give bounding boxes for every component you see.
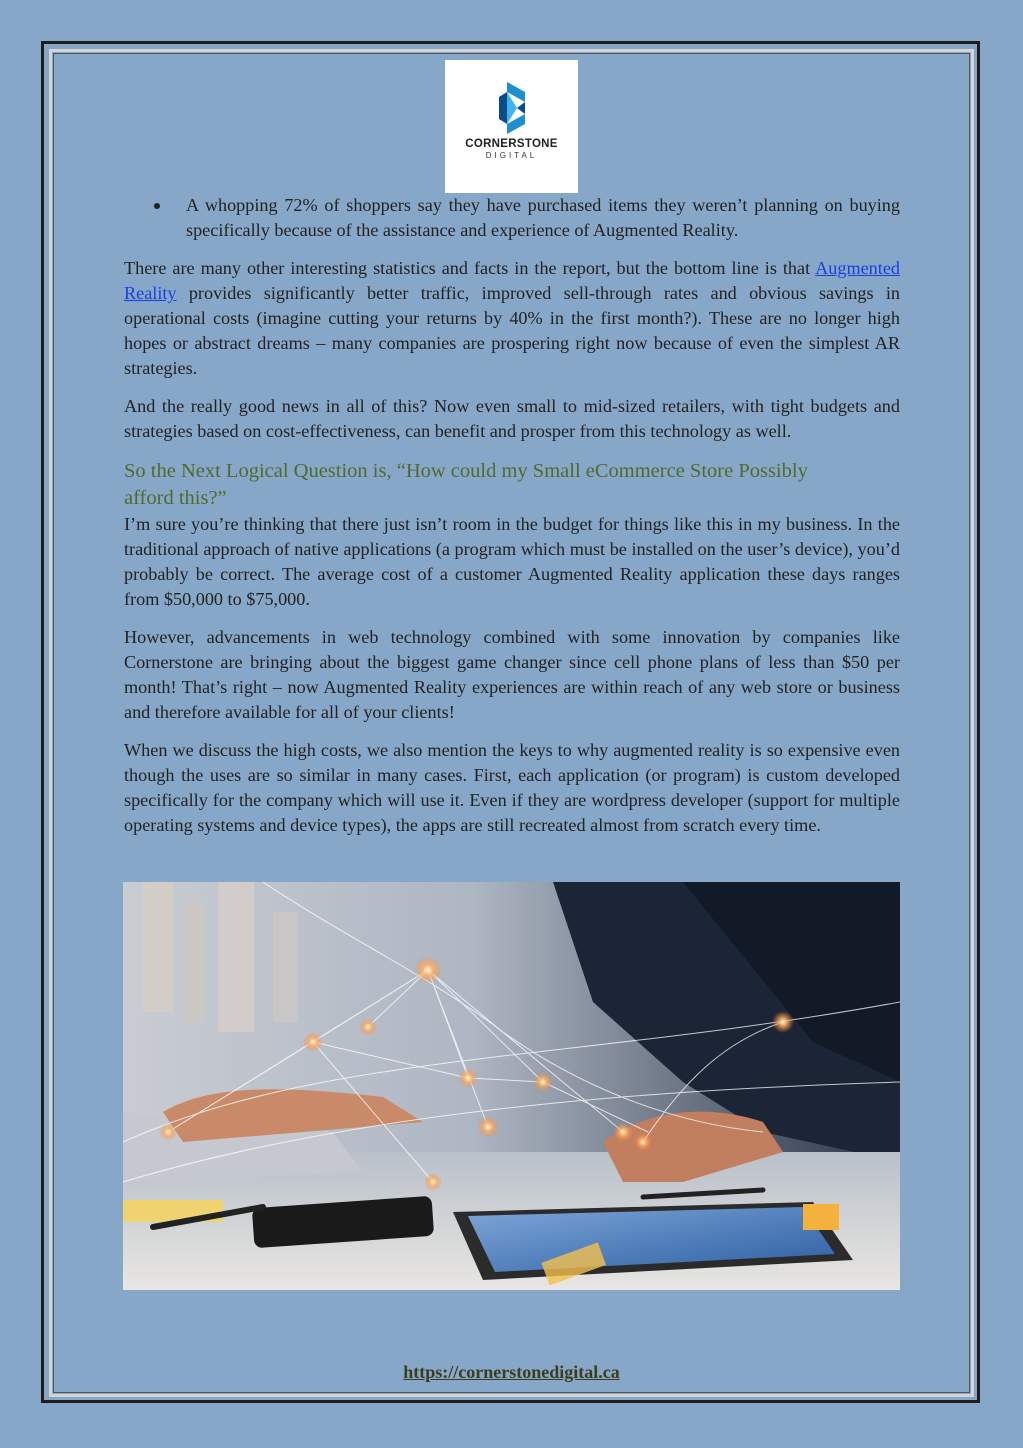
logo-subtitle: DIGITAL xyxy=(485,151,538,160)
cornerstone-logo xyxy=(445,60,578,193)
network-tablet-illustration xyxy=(123,882,900,1290)
paragraph: However, advancements in web technology combined with some innovation by companies like Cornerstone are bringing about the biggest game changer since cell phone plans of less than $50 per month! That’s right – now Augmented Reality experiences are within reach of any web store or business and therefore available for all of your clients! xyxy=(124,627,900,722)
website-link[interactable]: https://cornerstonedigital.ca xyxy=(403,1362,620,1382)
paragraph-text: There are many other interesting statistics and facts in the report, but the bottom line is that xyxy=(124,258,816,278)
paragraph: When we discuss the high costs, we also mention the keys to why augmented reality is so expensive even though the uses are so similar in many cases. First, each application (or program) is custom developed specifically for the company which will use it. Even if they are wordpress developer (support for multiple operating systems and device types), the apps are still recreated almost from scratch every time. xyxy=(124,740,900,835)
footer xyxy=(0,1362,1023,1383)
paragraph: And the really good news in all of this? Now even small to mid-sized retailers, with tight budgets and strategies based on cost-effectiveness, can benefit and prosper from this technology as well. xyxy=(124,396,900,441)
cornerstone-chevron-icon xyxy=(491,82,533,134)
article-body xyxy=(124,193,900,851)
logo-name: CORNERSTONE xyxy=(465,138,558,150)
paragraph xyxy=(124,256,900,381)
bullet-list xyxy=(124,193,900,243)
bullet-text: A whopping 72% of shoppers say they have purchased items they weren’t planning on buying specifically because of the assistance and experience of Augmented Reality. xyxy=(186,195,900,240)
paragraph: I’m sure you’re thinking that there just isn’t room in the budget for things like this in my business. In the traditional approach of native applications (a program which must be installed on the user’s device), you’d probably be correct. The average cost of a customer Augmented Reality application these days ranges from $50,000 to $75,000. xyxy=(124,514,900,609)
paragraph-text: provides significantly better traffic, improved sell-through rates and obvious savings in operational costs (imagine cutting your returns by 40% in the first month?). These are no longer high hopes or abstract dreams – many companies are prospering right now because of even the simplest AR strategies. xyxy=(124,283,900,378)
augmented-reality-link[interactable]: Augmented Reality xyxy=(124,258,900,303)
section-heading: So the Next Logical Question is, “How could my Small eCommerce Store Possibly afford this?” xyxy=(124,460,808,509)
list-item xyxy=(186,193,900,243)
hero-image xyxy=(123,882,900,1290)
bullet-icon xyxy=(154,203,160,209)
